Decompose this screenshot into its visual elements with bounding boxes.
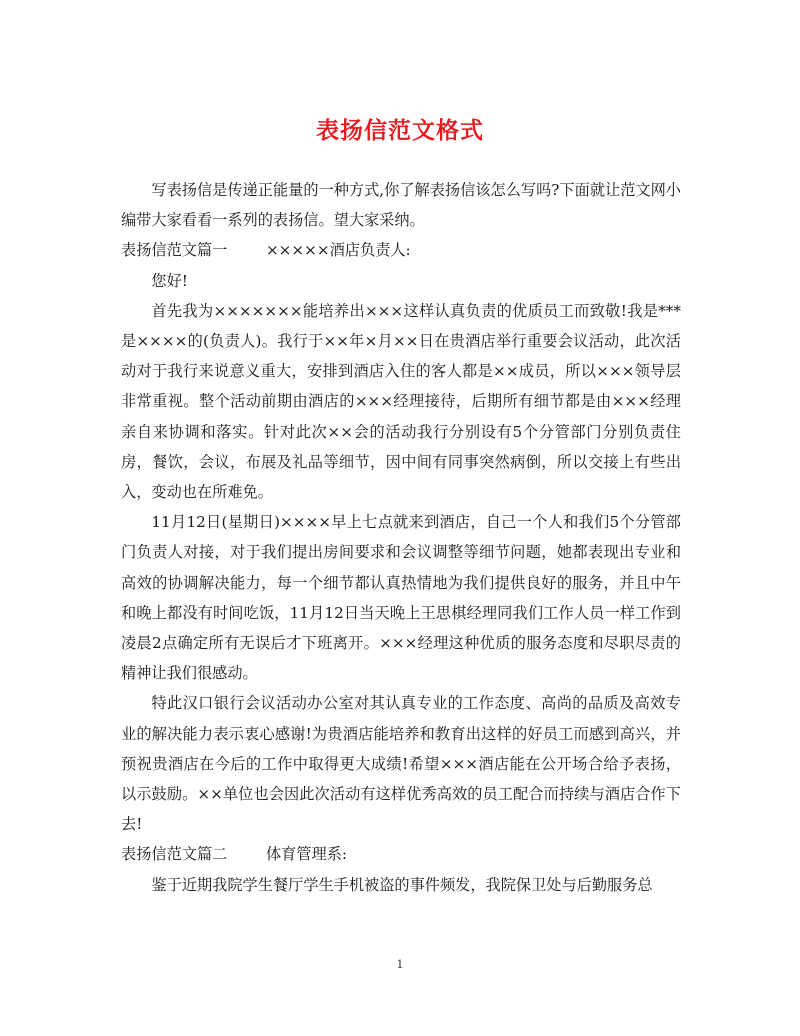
section-1-greeting: 您好! [151,271,188,290]
section-2-paragraph-1: 鉴于近期我院学生餐厅学生手机被盗的事件频发，我院保卫处与后勤服务总 [151,875,653,894]
section-1-paragraph-3: 特此汉口银行会议活动办公室对其认真专业的工作态度、高尚的品质及高效专业的解决能力表示衷心感谢!为贵酒店能培养和教育出这样的好员工而感到高兴，并预祝贵酒店在今后的工作中取得更大成绩!希望×××酒店能在公开场合给予表扬，以示鼓励。××单位也会因此次活动有这样优秀高效的员工配合而持续与酒店合作下去! [121,694,681,834]
section-2-recipient: 体育管理系: [265,845,347,864]
page-number: 1 [396,958,404,971]
section-1-paragraph-2: 11月12日(星期日)××××早上七点就来到酒店，自己一个人和我们5个分管部门负责人对接，对于我们提出房间要求和会议调整等细节问题，她都表现出专业和高效的协调解决能力，每一个细节都认真热情地为我们提供良好的服务，并且中午和晚上都没有时间吃饭，11月12日当天晚上王思棋经理同我们工作人员一样工作到凌晨2点确定所有无误后才下班离开。×××经理这种优质的服务态度和尽职尽责的精神让我们很感动。 [121,513,681,683]
section-2-heading-line [121,839,681,869]
section-1-heading-line [121,235,681,265]
intro-paragraph: 写表扬信是传递正能量的一种方式,你了解表扬信该怎么写吗?下面就让范文网小编带大家看看一系列的表扬信。望大家采纳。 [121,181,681,230]
document-body [121,175,681,900]
section-1-heading: 表扬信范文篇一 [121,241,228,260]
document-title: 表扬信范文格式 [316,117,484,144]
section-2-heading: 表扬信范文篇二 [121,845,228,864]
section-1-recipient: ×××××酒店负责人: [265,241,411,260]
section-1-paragraph-1: 首先我为×××××××能培养出×××这样认真负责的优质员工而致敬!我是***是××××的(负责人)。我行于××年×月××日在贵酒店举行重要会议活动，此次活动对于我行来说意义重大，安排到酒店入住的客人都是××成员，所以×××领导层非常重视。整个活动前期由酒店的×××经理接待，后期所有细节都是由×××经理亲自来协调和落实。针对此次××会的活动我行分别设有5个分管部门分别负责住房，餐饮，会议，布展及礼品等细节，因中间有同事突然病倒，所以交接上有些出入，变动也在所难免。 [121,301,681,502]
